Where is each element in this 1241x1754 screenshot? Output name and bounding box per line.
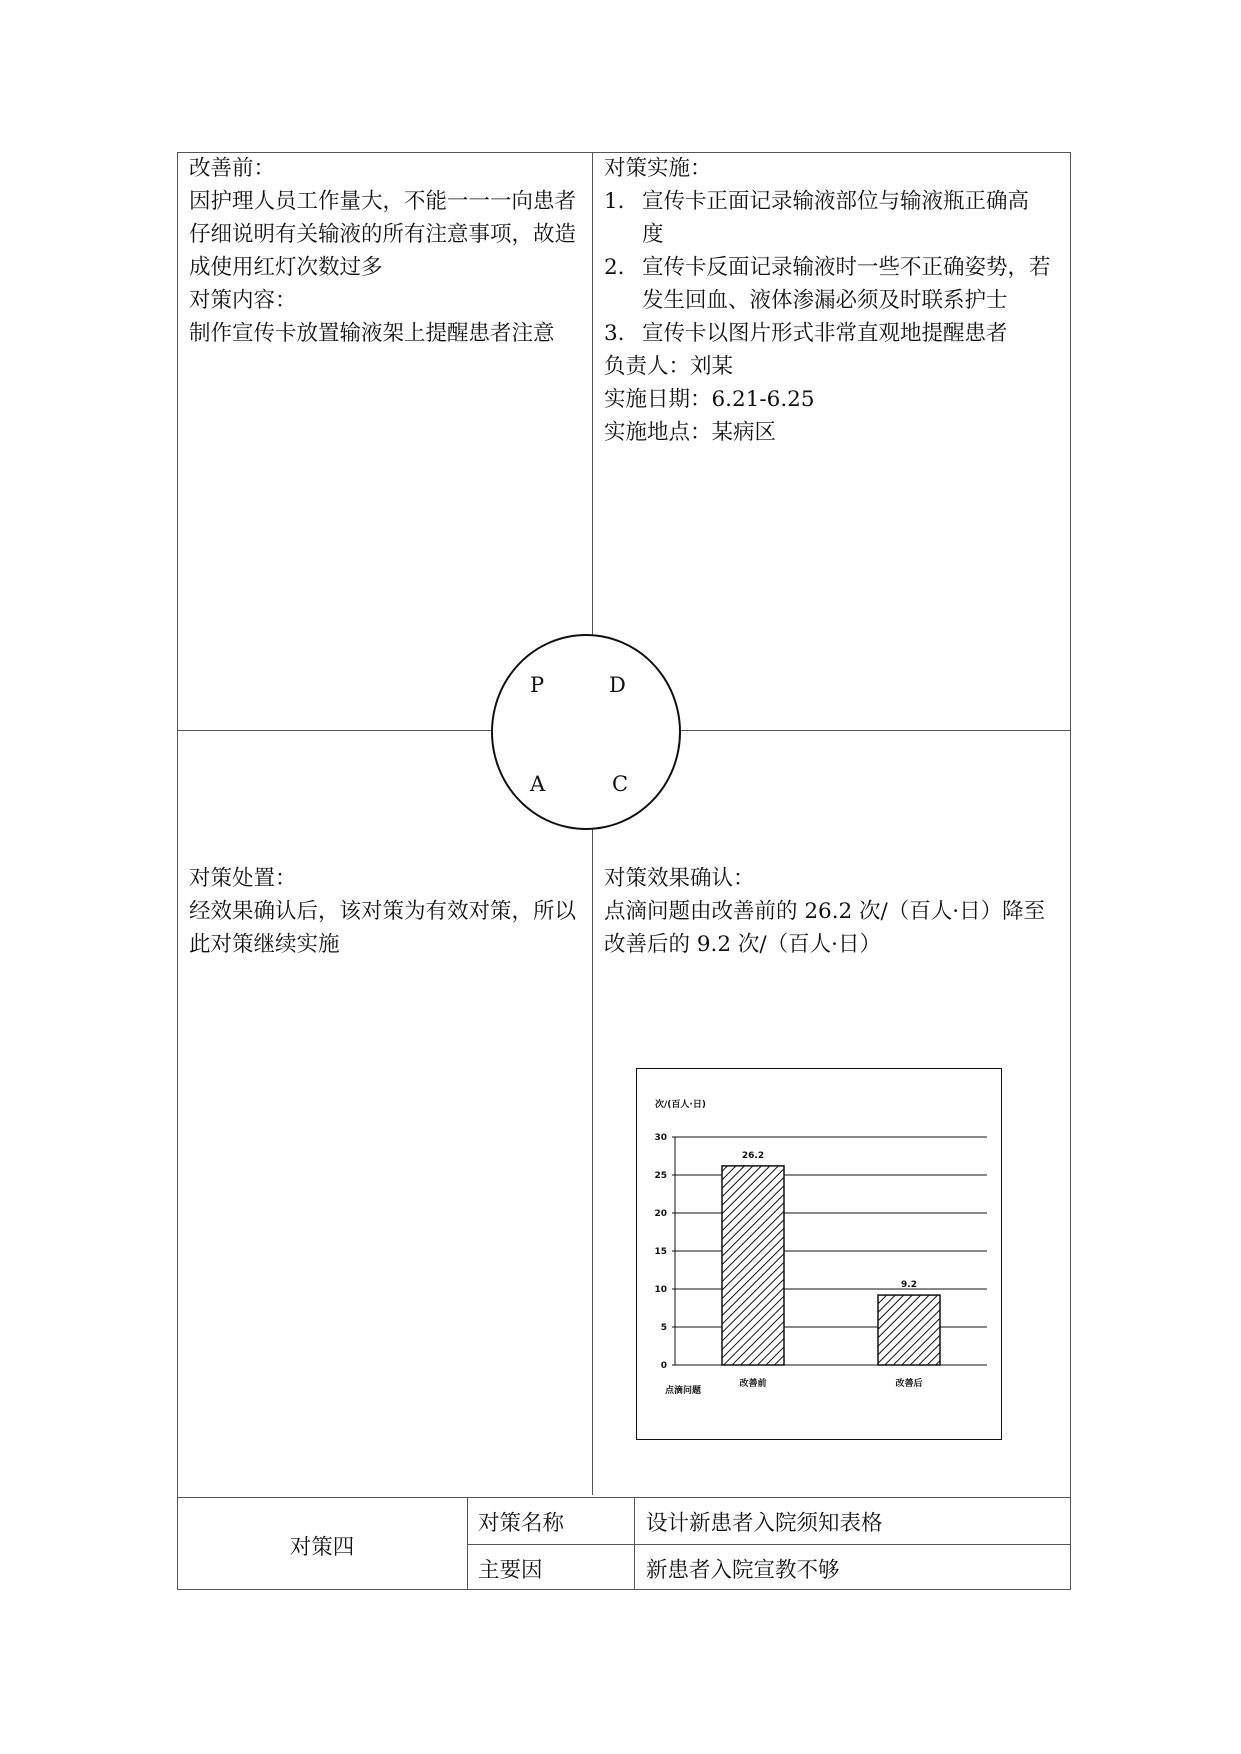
y-tick-label: 30 — [654, 1133, 667, 1143]
bar — [722, 1166, 784, 1365]
do-item-line: 宣传卡以图片形式非常直观地提醒患者 — [642, 321, 1008, 346]
footer-row-divider — [467, 1544, 1071, 1545]
check-quadrant — [604, 862, 1066, 961]
y-tick-label: 10 — [654, 1285, 667, 1295]
measure-heading: 对策内容： — [189, 288, 297, 313]
y-tick-label: 15 — [654, 1247, 667, 1257]
y-tick-label: 20 — [654, 1209, 667, 1219]
pdca-letter-c: C — [612, 772, 629, 796]
do-item — [604, 251, 1066, 317]
plan-heading: 改善前： — [189, 156, 276, 181]
y-tick-label: 25 — [654, 1171, 667, 1181]
pdca-letter-p: P — [530, 673, 545, 697]
footer-name-label: 对策名称 — [478, 1511, 565, 1536]
do-item — [604, 185, 1066, 251]
footer-name-value: 设计新患者入院须知表格 — [646, 1511, 883, 1536]
bar — [878, 1295, 940, 1365]
do-date: 实施日期：6.21-6.25 — [604, 387, 815, 412]
do-quadrant — [604, 152, 1066, 449]
check-line: 点滴问题由改善前的 26.2 次/（百人·日）降至 — [604, 899, 1046, 924]
measure-text: 制作宣传卡放置输液架上提醒患者注意 — [189, 321, 555, 346]
pdca-letter-a: A — [530, 772, 546, 796]
plan-quadrant — [189, 152, 587, 350]
y-axis-label: 次/(百人·日) — [655, 1100, 706, 1110]
bar-data-label: 9.2 — [901, 1280, 917, 1291]
do-item-number: 2. — [604, 255, 625, 280]
footer-divider — [177, 1497, 1071, 1498]
x-tick-label: 改善后 — [895, 1379, 923, 1389]
do-item-line: 宣传卡正面记录输液部位与输液瓶正确高 — [642, 189, 1030, 214]
footer-cause-label: 主要因 — [478, 1558, 543, 1583]
do-item-line: 度 — [642, 222, 664, 247]
do-item-number: 3. — [604, 321, 625, 346]
footer-cause-value: 新患者入院宣教不够 — [646, 1558, 840, 1583]
effect-chart-svg — [637, 1069, 1003, 1441]
do-item-line: 发生回血、液体渗漏必须及时联系护士 — [642, 288, 1008, 313]
effect-chart — [636, 1068, 1002, 1440]
footer-measure-no: 对策四 — [289, 1535, 355, 1560]
do-item — [604, 317, 1066, 350]
x-axis-label: 点滴问题 — [665, 1386, 702, 1396]
check-line: 改善后的 9.2 次/（百人·日） — [604, 932, 881, 957]
do-place: 实施地点：某病区 — [604, 420, 777, 445]
act-quadrant — [189, 862, 587, 961]
do-item-number: 1. — [604, 189, 625, 214]
y-tick-label: 0 — [660, 1361, 667, 1371]
act-line: 经效果确认后，该对策为有效对策，所以 — [189, 899, 577, 924]
plan-line: 仔细说明有关输液的所有注意事项，故造 — [189, 222, 577, 247]
do-owner: 负责人：刘某 — [604, 354, 734, 379]
y-tick-label: 5 — [660, 1323, 667, 1333]
plan-line: 因护理人员工作量大，不能一一一向患者 — [189, 189, 577, 214]
do-item-line: 宣传卡反面记录输液时一些不正确姿势，若 — [642, 255, 1051, 280]
act-line: 此对策继续实施 — [189, 932, 340, 957]
bar-data-label: 26.2 — [741, 1150, 765, 1161]
act-heading: 对策处置： — [189, 866, 297, 891]
pdca-circle — [491, 634, 681, 830]
x-tick-label: 改善前 — [739, 1379, 767, 1389]
check-heading: 对策效果确认： — [604, 866, 755, 891]
pdca-letter-d: D — [609, 673, 626, 697]
plan-line: 成使用红灯次数过多 — [189, 255, 383, 280]
do-heading: 对策实施： — [604, 156, 712, 181]
